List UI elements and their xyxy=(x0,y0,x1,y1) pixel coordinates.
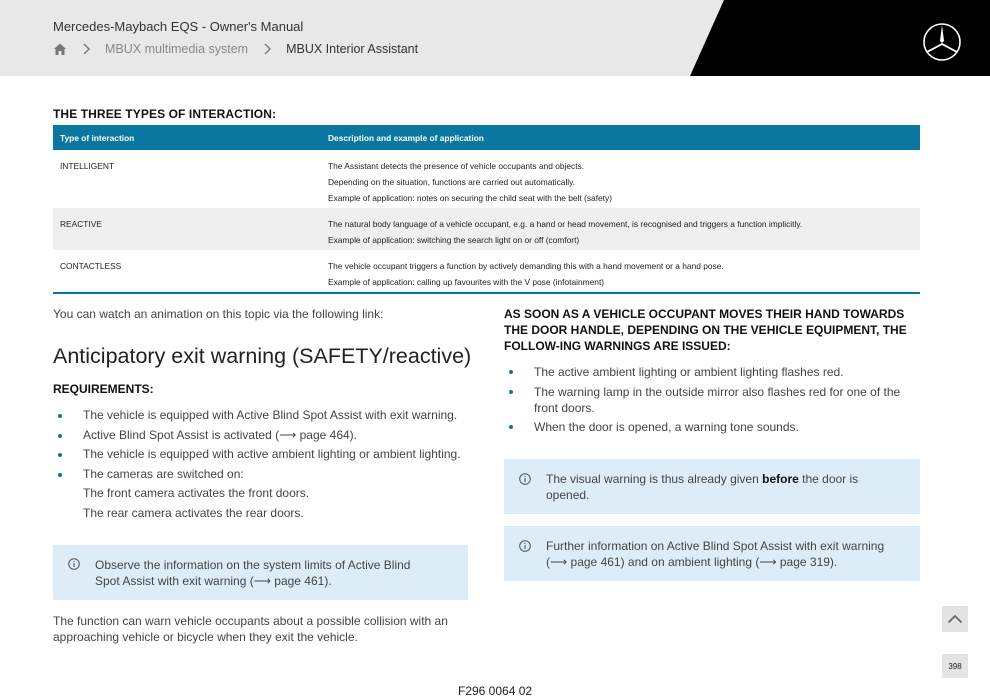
info-icon xyxy=(519,473,531,485)
interaction-table xyxy=(53,125,920,294)
bullet-dot xyxy=(509,370,513,374)
bullet-dot xyxy=(58,414,62,418)
column-header-type: Type of interaction xyxy=(60,132,135,143)
document-code: F296 0064 02 xyxy=(458,684,533,698)
emphasis-before: before xyxy=(762,472,799,486)
interaction-type: INTELLIGENT xyxy=(60,161,114,171)
scroll-to-top-button[interactable] xyxy=(942,606,968,632)
function-description: The function can warn vehicle occupants about a possible collision with an approaching vehicle or bicycle when they exit the vehicle. xyxy=(53,614,448,644)
info-icon xyxy=(519,540,531,552)
breadcrumb-item-mbux-multimedia[interactable]: MBUX multimedia system xyxy=(105,42,249,56)
info-note-system-limits xyxy=(53,545,468,600)
breadcrumb xyxy=(53,42,418,56)
info-icon xyxy=(68,558,80,570)
requirements-list xyxy=(53,406,473,523)
bullet-dot xyxy=(58,473,62,477)
bullet-dot xyxy=(509,425,513,429)
list-item: The warning lamp in the outside mirror also flashes red for one of the front doors. xyxy=(504,384,920,416)
section-title: Anticipatory exit warning (SAFETY/reactive) xyxy=(53,344,472,368)
table-bottom-rule xyxy=(53,292,920,294)
warnings-heading: AS SOON AS A VEHICLE OCCUPANT MOVES THEIR HAND TOWARDS THE DOOR HANDLE, DEPENDING ON THE VEHICLE EQUIPMENT, THE FOLLOW-ING WARNINGS ARE ISSUED: xyxy=(504,307,907,353)
interaction-type: CONTACTLESS xyxy=(60,261,122,271)
mercedes-star-logo[interactable] xyxy=(922,22,962,62)
table-row xyxy=(53,208,920,250)
page-number: 398 xyxy=(942,654,968,678)
info-note-text: Further information on Active Blind Spot Assist with exit warning (⟶ page 461) and on ambient lighting (⟶ page 319). xyxy=(546,539,885,569)
camera-line-front: The front camera activates the front doors. xyxy=(83,486,310,501)
description-line: Example of application: calling up favourites with the V pose (infotainment) xyxy=(328,277,605,287)
description-line: Example of application: notes on securing the child seat with the belt (safety) xyxy=(328,193,612,203)
list-item: Active Blind Spot Assist is activated (⟶ page 464). xyxy=(53,426,473,446)
home-icon[interactable] xyxy=(53,42,67,56)
column-header-description: Description and example of application xyxy=(328,132,484,143)
table-header xyxy=(53,125,920,150)
description-line: The natural body language of a vehicle occupant, e.g. a hand or head movement, is recognised and triggers a function implicitly. xyxy=(328,219,803,229)
camera-line-rear: The rear camera activates the rear doors. xyxy=(83,505,304,520)
bullet-dot xyxy=(509,390,513,394)
page-header xyxy=(0,0,990,76)
table-row xyxy=(53,150,920,208)
list-item: When the door is opened, a warning tone sounds. xyxy=(504,419,920,435)
bullet-dot xyxy=(58,434,62,438)
list-item: The vehicle is equipped with Active Blind Spot Assist with exit warning. xyxy=(53,406,473,426)
breadcrumb-item-current: MBUX Interior Assistant xyxy=(286,42,419,56)
description-line: Example of application: switching the search light on or off (comfort) xyxy=(328,235,580,245)
description-line: The vehicle occupant triggers a function by actively demanding this with a hand movement or a hand pose. xyxy=(328,261,724,271)
info-note-text: The visual warning is thus already given before the door is opened. xyxy=(546,472,859,502)
interaction-heading: THE THREE TYPES OF INTERACTION: xyxy=(53,107,277,121)
chevron-up-icon xyxy=(947,614,963,624)
list-item: The cameras are switched on: xyxy=(53,465,473,485)
manual-title: Mercedes-Maybach EQS - Owner's Manual xyxy=(53,19,304,34)
list-item: The active ambient lighting or ambient lighting flashes red. xyxy=(504,364,920,380)
info-note-further-information xyxy=(504,526,920,581)
chevron-right-icon xyxy=(262,43,272,55)
animation-link-text[interactable]: You can watch an animation on this topic via the following link: xyxy=(53,307,384,321)
description-line: Depending on the situation, functions are carried out automatically. xyxy=(328,177,576,187)
table-row xyxy=(53,250,920,292)
info-note-visual-warning xyxy=(504,459,920,514)
interaction-type: REACTIVE xyxy=(60,219,102,229)
requirements-heading: REQUIREMENTS: xyxy=(53,382,154,396)
list-item: The vehicle is equipped with active ambient lighting or ambient lighting. xyxy=(53,445,473,465)
description-line: The Assistant detects the presence of vehicle occupants and objects. xyxy=(328,161,585,171)
bullet-dot xyxy=(58,453,62,457)
warnings-list xyxy=(504,364,920,439)
chevron-right-icon xyxy=(81,43,91,55)
info-note-text: Observe the information on the system limits of Active Blind Spot Assist with exit warning (⟶ page 461). xyxy=(95,558,411,588)
